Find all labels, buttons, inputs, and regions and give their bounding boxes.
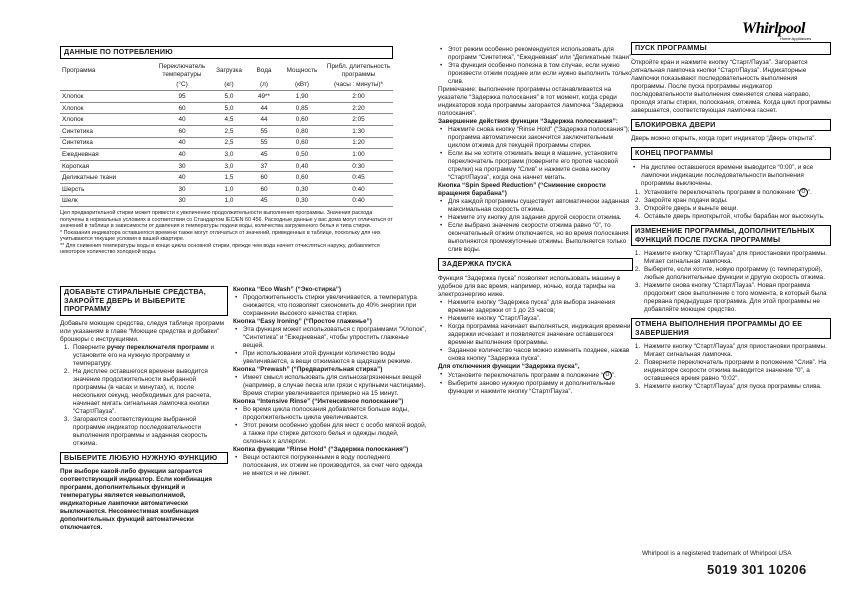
list-item: • На дисплее оставшегося времени выводится “0:00”, и все лампочки индикации последовательности выполнения программы выключены.	[631, 164, 831, 188]
column-2	[233, 286, 428, 478]
consumption-note: Цел предварительной стирки может привести к увеличению продолжительности выполнения программы. Значения расхода получены в нормальных условиях в соответствии со Стандартом IEC/EN 60 456. Расходные данные у вас дома могут отличаться от значений в таблице в зависимости от давления и температуры подачи воды, количества загруженного белья и типа стирки.	[60, 210, 393, 230]
table-cell: Хлопок	[60, 91, 154, 103]
rinse-title: Кнопка “Intensive Rinse” (“Интенсивное полоскание”)	[233, 398, 404, 405]
table-cell: Хлопок	[60, 114, 154, 126]
table-cell: 0,85	[280, 102, 324, 114]
table-cell: 0:40	[324, 195, 393, 207]
delay-heading: ЗАДЕРЖКА ПУСКА	[438, 258, 633, 271]
table-cell: Деликатные ткани	[60, 172, 154, 184]
table-cell: 44	[248, 102, 280, 114]
column-4	[631, 42, 831, 391]
table-cell: 2,5	[210, 125, 248, 137]
table-cell: 55	[248, 125, 280, 137]
table-cell: 0,40	[280, 160, 324, 172]
table-unit	[60, 80, 154, 91]
document-code: 5019 301 10206	[707, 562, 807, 577]
rinse-hold-note: Примечание: выполнение программы останавливается на указателе “Задержка полоскания” в тот момент, когда среди индикаторов хода программы загорается лампочка “Задержка полоскания”.	[438, 86, 624, 117]
delay-off-title: Для отключения функции “Задержка пуска”,	[438, 362, 580, 370]
list-item: • Этот режим особенно рекомендуется использовать для программ “Синтетика”, “Ежедневная” или “Деликатные ткани”.	[438, 46, 633, 62]
eco-title: Кнопка “Eco Wash” (“Эко-стирка”)	[233, 286, 342, 293]
table-cell: 30	[154, 160, 210, 172]
table-cell: 0,60	[280, 114, 324, 126]
step-item: 3. Нажмите снова кнопку “Старт/Пауза”. Новая программа продолжит свое выполнение с того момента, в который была прервана предыдущая программа. Для этой программы не добавляйте моющее средство.	[642, 282, 831, 314]
table-cell: 5,0	[210, 102, 248, 114]
table-cell: Синтетика	[60, 137, 154, 149]
table-row	[60, 172, 393, 184]
start-heading: ПУСК ПРОГРАММЫ	[631, 42, 831, 55]
table-row	[60, 91, 393, 103]
step-item: 3. Откройте дверь и выньте вещи.	[642, 205, 831, 213]
table-row	[60, 114, 393, 126]
list-item: • Выберите заново нужную программу и дополнительные функции и нажмите кнопку “Старт/Пауза”.	[438, 380, 633, 396]
step-item: 4. Оставьте дверь приоткрытой, чтобы барабан мог высохнуть.	[642, 213, 831, 221]
table-cell: 40	[154, 172, 210, 184]
table-cell: Короткая	[60, 160, 154, 172]
prewash-title: Кнопка “Prewash” (“Предварительная стирка”)	[233, 366, 383, 373]
change-heading: ИЗМЕНЕНИЕ ПРОГРАММЫ, ДОПОЛНИТЕЛЬНЫХ ФУНКЦИЙ ПОСЛЕ ПУСКА ПРОГРАММЫ	[631, 225, 831, 246]
table-cell: 1,5	[210, 172, 248, 184]
consumption-table	[60, 62, 393, 208]
step-text: Поверните	[73, 343, 107, 351]
list-item: • Если вы не хотите отжимать вещи в машине, установите переключатель программ (поверните его против часовой стрелки) на программу “Слив” и нажмите снова кнопку “Старт/Пауза”, когда она начнет мигать.	[438, 150, 633, 182]
table-cell: Шелк	[60, 195, 154, 207]
table-row	[60, 160, 393, 172]
table-cell: 5,0	[210, 91, 248, 103]
table-units-row	[60, 80, 393, 91]
detergents-steps	[60, 344, 228, 448]
column-3	[438, 46, 633, 396]
table-cell: 0,30	[280, 195, 324, 207]
list-item: • Нажмите снова кнопку “Rinse Hold” (“Задержка полоскания”); программа автоматически закончится заключительным циклом отжима для текущей программы стирки.	[438, 126, 633, 150]
table-row	[60, 149, 393, 161]
table-cell: 1,90	[280, 91, 324, 103]
table-cell: 40	[154, 137, 210, 149]
table-cell: 1:30	[324, 125, 393, 137]
list-item	[438, 371, 633, 380]
logo-wordmark: Whirlpool	[742, 20, 806, 37]
start-text: Откройте кран и нажмите кнопку “Старт/Пауза”. Загорается сигнальная лампочка кнопки “Старт/Пауза”. Индикаторные лампочки показывают последовательность выполнения программы. После пуска программы индикатор последовательности выполнения сменяется слева направо, проходя этапы стирки, полоскания, отжима. Когда цикл программы завершается, соответствующая лампочка гаснет.	[631, 58, 831, 114]
table-cell: 60	[154, 102, 210, 114]
table-cell: Шерсть	[60, 183, 154, 195]
detergents-intro: Добавьте моющие средства, следуя таблице программ или указаниям в главе “Моющие средства и добавки” брошюры с инструкциями.	[60, 319, 224, 343]
list-text: ”.	[611, 371, 616, 379]
step-item: 3. Нажмите кнопку “Старт/Пауза” для пуска программы слива.	[642, 383, 831, 391]
column-1-lower	[60, 286, 228, 532]
table-cell: 0,60	[280, 172, 324, 184]
step-item: 3. Загораются соответствующие выбранной программе индикатор последовательности выполнения программы и заданная скорость отжима.	[71, 416, 228, 448]
table-cell: 37	[248, 160, 280, 172]
column-1	[60, 46, 393, 256]
table-unit: (°C)	[154, 80, 210, 91]
table-cell: Хлопок	[60, 102, 154, 114]
table-header: Прибл. длительность программы	[326, 63, 391, 78]
consumption-note-time: * Показания индикатора оставшегося времени также могут отличаться от значений, приведенных в таблице, поскольку для них учитываются текущие условия в вашей квартире.	[60, 229, 381, 243]
list-item: • Эта функция может использоваться с программами “Хлопок”, “Синтетика” и “Ежедневная”, чтобы упростить глаженье вещей.	[233, 326, 428, 350]
list-item: • При использовании этой функции количество воды увеличивается, а вещи отжимаются в щадящем режиме.	[233, 350, 428, 366]
table-cell: 40	[154, 114, 210, 126]
table-cell: 2:05	[324, 114, 393, 126]
delay-intro: Функция “Задержка пуска” позволяет использовать машину в удобное для вас время, например, ночью, когда тарифы на электроэнергию ниже.	[438, 274, 621, 298]
step-item	[71, 344, 228, 368]
table-cell: 1:20	[324, 137, 393, 149]
table-cell: 3,0	[210, 149, 248, 161]
lock-text: Дверь можно открыть, когда горит индикатор “Дверь открыта”.	[631, 135, 817, 143]
lock-heading: БЛОКИРОВКА ДВЕРИ	[631, 119, 831, 132]
logo-subtitle: Home Appliances	[780, 36, 812, 41]
list-item: • Если выбрано значение скорости отжима равно “0”, то окончательный отжим отключается, но во время полоскания выполняются промежуточные отжимы. Выполняется только слив воды.	[438, 222, 633, 254]
table-header: Вода	[256, 66, 272, 74]
table-unit: (кг)	[210, 80, 248, 91]
list-item: • Продолжительность стирки увеличивается, а температура снижается, что позволяет сэкономить до 40% энергии при сохранении высокого качества стирки.	[233, 294, 428, 318]
table-cell: 2:00	[324, 91, 393, 103]
list-item: • Нажмите кнопку “Задержка пуска” для выбора значения времени задержки от 1 до 23 часов;	[438, 299, 633, 315]
table-header: Переключатель температуры	[158, 63, 206, 78]
list-text: Установите переключатель программ в положение “	[448, 371, 603, 379]
table-cell: 0:40	[324, 183, 393, 195]
step-item: 2. Выберите, если хотите, новую программу (с температурой), любые дополнительные функции и другую скорость отжима.	[642, 266, 831, 282]
table-cell: 60	[248, 172, 280, 184]
table-header: Загрузка	[216, 66, 242, 74]
table-cell: 2:20	[324, 102, 393, 114]
off-position-icon: O	[603, 371, 612, 380]
table-header: Мощность	[286, 66, 318, 74]
end-heading: КОНЕЦ ПРОГРАММЫ	[631, 147, 831, 160]
table-row	[60, 125, 393, 137]
functions-heading: ВЫБЕРИТЕ ЛЮБУЮ НУЖНУЮ ФУНКЦИЮ	[60, 452, 228, 465]
easy-title: Кнопка “Easy Ironing” (“Простое глаженье”)	[233, 318, 372, 325]
list-item: • Имеет смысл использовать для сильнозагрязненных вещей (например, в случае песка или грязи с крупными частицами). Время стирки увеличивается примерно на 15 минут.	[233, 374, 428, 398]
table-cell: 0,80	[280, 125, 324, 137]
list-item: • Нажмите кнопку “Старт/Пауза”.	[438, 315, 633, 323]
table-cell: 55	[248, 137, 280, 149]
table-cell: 0:30	[324, 160, 393, 172]
consumption-heading: ДАННЫЕ ПО ПОТРЕБЛЕНИЮ	[60, 46, 393, 59]
step-text: Установите переключатель программ в положение “	[644, 188, 799, 196]
table-cell: 95	[154, 91, 210, 103]
table-unit: (кВт)	[280, 80, 324, 91]
step-item: 2. На дисплее оставшегося времени выводится значение продолжительности выбранной программы (в часах и минутах), и, после нескольких секунд, необходимых для расчета, начинает мигать сигнальная лампочка кнопки “Старт/Пауза”.	[71, 368, 228, 416]
step-text: ”.	[807, 188, 812, 196]
table-cell: 45	[248, 149, 280, 161]
table-cell: 1,0	[210, 183, 248, 195]
table-cell: 0:45	[324, 172, 393, 184]
functions-text: При выборе какой-либо функции загорается соответствующий индикатор. Если комбинация программ, дополнительных функций и температуры является невыполнимой, индикаторные лампочки автоматически выключаются. Несовместимая комбинация дополнительных функций автоматически отключается.	[60, 468, 213, 532]
step-item: 1. Нажмите кнопку “Старт/Пауза” для приостановки программы. Мигает сигнальная лампочка.	[642, 343, 831, 359]
table-cell: 60	[154, 125, 210, 137]
table-cell: 2,5	[210, 137, 248, 149]
step-item: 2. Закройте кран подачи воды.	[642, 197, 831, 205]
table-header: Программа	[62, 66, 96, 74]
list-item: • Вещи остаются погруженными в воду последнего полоскания, их отжим не производится, за счет чего одежда не мнется и не линяет.	[233, 454, 428, 478]
table-cell: 0,50	[280, 149, 324, 161]
list-item: • Нажмите эту кнопку для задания другой скорости отжима.	[438, 214, 633, 222]
table-cell: 1,0	[210, 195, 248, 207]
table-unit: (часы : минуты)*	[324, 80, 393, 91]
table-cell: 40	[154, 149, 210, 161]
table-cell: 4,5	[210, 114, 248, 126]
table-cell: 60	[248, 183, 280, 195]
table-cell: 30	[154, 195, 210, 207]
list-item: • Заданное количество часов можно изменить позднее, нажав снова кнопку “Задержка пуска”.	[438, 347, 633, 363]
table-cell: 44	[248, 114, 280, 126]
table-cell: Синтетика	[60, 125, 154, 137]
step-item: 1. Нажмите кнопку “Старт/Пауза” для приостановки программы. Мигает сигнальная лампочка.	[642, 250, 831, 266]
consumption-note-water: ** Для снижения температуры воды в конце цикла основной стирки, прежде чем вода начнет отчисляться наружу, добавляется некоторое количество холодной воды.	[60, 242, 380, 256]
table-cell: 30	[154, 183, 210, 195]
table-row	[60, 137, 393, 149]
table-cell: 3,0	[210, 160, 248, 172]
table-cell: Ежедневная	[60, 149, 154, 161]
list-item: • Для каждой программы существует автоматически заданная максимальная скорость отжима.	[438, 198, 633, 214]
step-text: и установите его на нужную программу и температуру.	[73, 343, 215, 367]
list-item: • Эта функция особенно полезна в том случае, если нужно произвести отжим позднее или если нужно выполнить только слив.	[438, 62, 633, 86]
rinse-hold-end-title: Завершение действия функции “Задержка полоскания”:	[438, 118, 618, 125]
detergents-heading: ДОБАВЬТЕ СТИРАЛЬНЫЕ СРЕДСТВА, ЗАКРОЙТЕ ДВЕРЬ И ВЫБЕРИТЕ ПРОГРАММУ	[60, 286, 228, 316]
trademark-note: Whirlpool is a registered trademark of Whirlpool USA	[642, 550, 792, 557]
list-item: • Этот режим особенно удобен для мест с особо мягкой водой, а также при стирке детского белья и одежды людей, склонных к аллергии.	[233, 422, 428, 446]
table-header-row	[60, 62, 393, 80]
table-cell: 0,30	[280, 183, 324, 195]
list-item: • Когда программа начинает выполняться, индикация времени задержки исчезает и появляется значение оставшегося времени выполнения программы.	[438, 323, 633, 347]
table-cell: 45	[248, 195, 280, 207]
table-cell: 0,60	[280, 137, 324, 149]
table-row	[60, 102, 393, 114]
cancel-heading: ОТМЕНА ВЫПОЛНЕНИЯ ПРОГРАММЫ ДО ЕЕ ЗАВЕРШЕНИЯ	[631, 318, 831, 339]
table-cell: 1:00	[324, 149, 393, 161]
table-unit: (л)	[248, 80, 280, 91]
hold-title: Кнопка функции “Rinse Hold” (“Задержка полоскания”)	[233, 446, 409, 453]
list-item: • Во время цикла полоскания добавляется больше воды, продолжительность цикла увеличивается.	[233, 406, 428, 422]
table-row	[60, 183, 393, 195]
table-cell: 49**	[248, 91, 280, 103]
spin-title: Кнопка “Spin Speed Reduction” (“Снижение скорости вращения барабана”)	[438, 182, 606, 197]
step-item: 2. Поверните переключатель программ в положение “Слив”. На индикаторе скорости отжима выводится значение “0”, а оставшееся время равно “0:02”.	[642, 359, 831, 383]
step-item	[642, 188, 831, 197]
step-text-bold: ручку переключателя программ	[106, 343, 209, 351]
off-position-icon: O	[799, 188, 808, 197]
table-row	[60, 195, 393, 207]
